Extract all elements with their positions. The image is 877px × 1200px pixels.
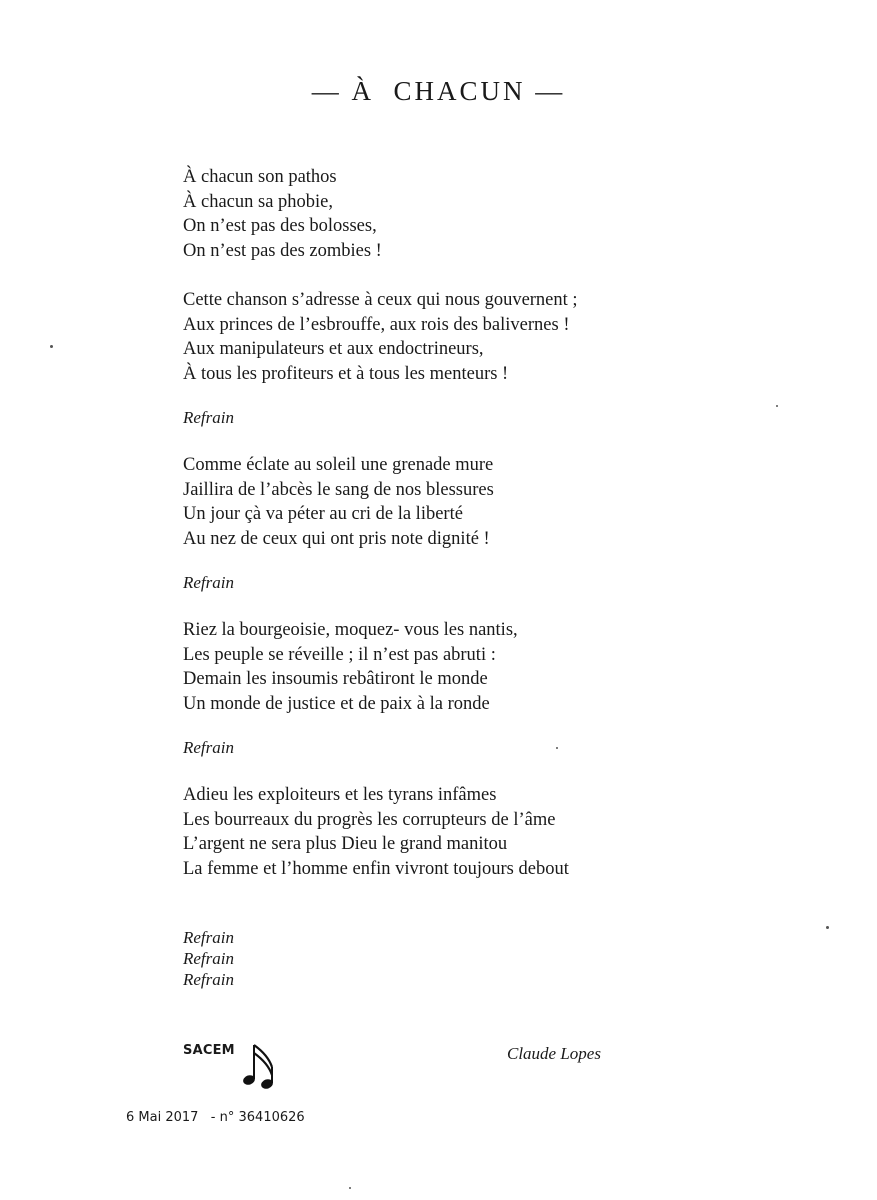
paper-speck — [826, 926, 829, 929]
poem-line: L’argent ne sera plus Dieu le grand manitou — [183, 834, 508, 854]
refrain-label: Refrain — [183, 970, 234, 989]
poem-line: Aux princes de l’esbrouffe, aux rois des balivernes ! — [183, 314, 570, 335]
poem-line: Jaillira de l’abcès le sang de nos blessures — [183, 479, 494, 500]
refrain-label: Refrain — [183, 738, 234, 757]
poem-line: Un jour çà va péter au cri de la liberté — [183, 504, 463, 524]
poem-line: À chacun sa phobie, — [183, 191, 334, 212]
poem-line: Aux manipulateurs et aux endoctrineurs, — [183, 339, 484, 359]
poem-line: On n’est pas des bolosses, — [183, 216, 377, 236]
poem-line: Les peuple se réveille ; il n’est pas abruti : — [183, 644, 496, 665]
sacem-label: SACEM — [183, 1043, 235, 1058]
paper-speck — [556, 747, 558, 749]
paper-speck — [50, 345, 53, 348]
stanza-5 — [183, 783, 783, 881]
poem-line: Comme éclate au soleil une grenade mure — [183, 455, 494, 475]
poem-line: On n’est pas des zombies ! — [183, 240, 382, 261]
music-note-icon — [242, 1037, 284, 1091]
poem-line: Demain les insoumis rebâtiront le monde — [183, 669, 488, 689]
poem-line: Adieu les exploiteurs et les tyrans infâmes — [183, 785, 497, 805]
stanza-3 — [183, 453, 783, 551]
poem-line: La femme et l’homme enfin vivront toujours debout — [183, 858, 569, 879]
poem-line: Cette chanson s’adresse à ceux qui nous gouvernent ; — [183, 290, 578, 310]
stanza-1 — [183, 165, 783, 263]
refrain-label: Refrain — [183, 573, 234, 592]
stanza-2 — [183, 288, 783, 386]
date-reference: 6 Mai 2017 - n° 36410626 — [126, 1110, 305, 1125]
poem-line: Au nez de ceux qui ont pris note dignité ! — [183, 528, 490, 549]
poem-line: Un monde de justice et de paix à la ronde — [183, 693, 490, 714]
poem-line: À chacun son pathos — [183, 167, 337, 187]
poem-line: À tous les profiteurs et à tous les menteurs ! — [183, 363, 509, 384]
final-refrains — [183, 927, 783, 990]
poem-line: Riez la bourgeoisie, moquez- vous les nantis, — [183, 620, 518, 640]
author-name: Claude Lopes — [507, 1044, 601, 1063]
refrain-label: Refrain — [183, 928, 234, 947]
page-title: — À CHACUN — — [311, 76, 566, 106]
refrain-label: Refrain — [183, 408, 234, 427]
paper-speck — [776, 405, 778, 407]
poem-line: Les bourreaux du progrès les corrupteurs de l’âme — [183, 809, 556, 830]
stanza-4 — [183, 618, 783, 716]
paper-speck — [349, 1187, 351, 1189]
poem-body — [183, 165, 783, 990]
refrain-label: Refrain — [183, 949, 234, 968]
